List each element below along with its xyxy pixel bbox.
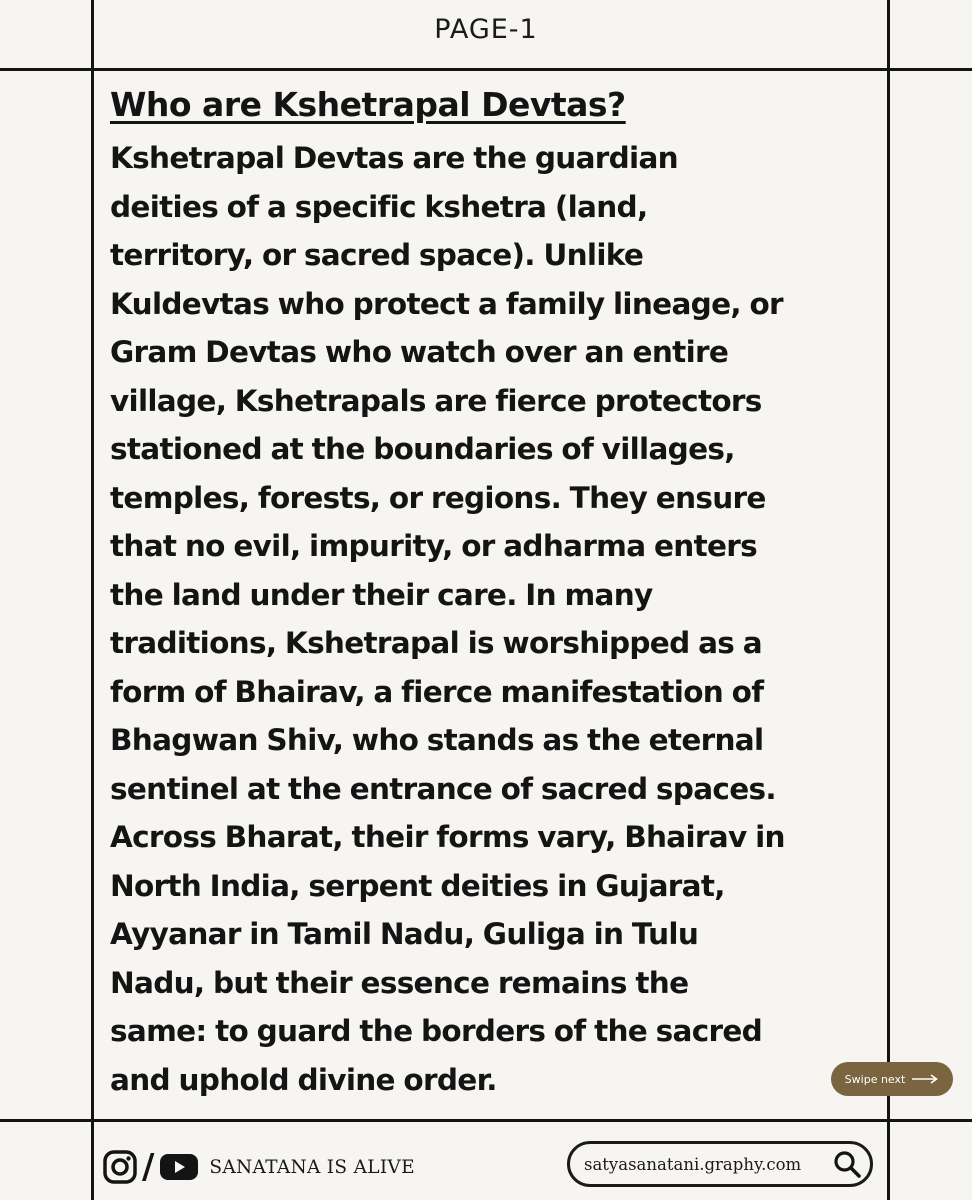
body-line: Gram Devtas who watch over an entire bbox=[110, 335, 729, 369]
body-line: traditions, Kshetrapal is worshipped as a bbox=[110, 626, 762, 660]
swipe-next-button[interactable] bbox=[831, 1062, 953, 1096]
search-icon[interactable] bbox=[832, 1149, 862, 1179]
body-line: Kuldevtas who protect a family lineage, or bbox=[110, 286, 783, 321]
social-links bbox=[102, 1145, 415, 1189]
brand-name: SANATANA IS ALIVE bbox=[209, 1156, 415, 1178]
body-line: Bhagwan Shiv, who stands as the eternal bbox=[110, 723, 764, 757]
swipe-next-label: Swipe next bbox=[844, 1072, 906, 1086]
body-line: form of Bhairav, a fierce manifestation of bbox=[110, 674, 764, 709]
separator: / bbox=[142, 1147, 155, 1187]
page-number: PAGE-1 bbox=[434, 14, 538, 45]
body-line: North India, serpent deities in Gujarat, bbox=[110, 868, 725, 903]
frame-line-left bbox=[91, 0, 94, 1200]
body-line: same: to guard the borders of the sacred bbox=[110, 1014, 763, 1048]
article bbox=[110, 80, 880, 1104]
website-url: satyasanatani.graphy.com bbox=[584, 1154, 802, 1174]
body-line: stationed at the boundaries of villages, bbox=[110, 432, 735, 466]
body-line: deities of a specific kshetra (land, bbox=[110, 189, 648, 224]
arrow-right-icon bbox=[911, 1074, 939, 1084]
body-line: Kshetrapal Devtas are the guardian bbox=[110, 141, 678, 175]
frame-line-right bbox=[887, 0, 890, 1200]
body-line: sentinel at the entrance of sacred spaces. bbox=[110, 771, 776, 806]
body-line: Nadu, but their essence remains the bbox=[110, 965, 689, 1000]
frame-line-top bbox=[0, 68, 972, 71]
website-search-bar[interactable] bbox=[567, 1141, 873, 1187]
body-line: Ayyanar in Tamil Nadu, Guliga in Tulu bbox=[110, 917, 699, 951]
frame-line-bottom bbox=[0, 1119, 972, 1122]
youtube-icon[interactable] bbox=[159, 1152, 199, 1182]
body-line: and uphold divine order. bbox=[110, 1062, 497, 1097]
body-line: Across Bharat, their forms vary, Bhairav in bbox=[110, 820, 785, 854]
body-line: village, Kshetrapals are fierce protectors bbox=[110, 383, 762, 418]
body-line: the land under their care. In many bbox=[110, 577, 653, 612]
body-line: territory, or sacred space). Unlike bbox=[110, 238, 644, 272]
instagram-icon[interactable] bbox=[102, 1149, 138, 1185]
article-body bbox=[110, 134, 880, 1104]
body-line: that no evil, impurity, or adharma enters bbox=[110, 529, 758, 563]
article-title: Who are Kshetrapal Devtas? bbox=[110, 85, 626, 124]
body-line: temples, forests, or regions. They ensure bbox=[110, 480, 766, 515]
